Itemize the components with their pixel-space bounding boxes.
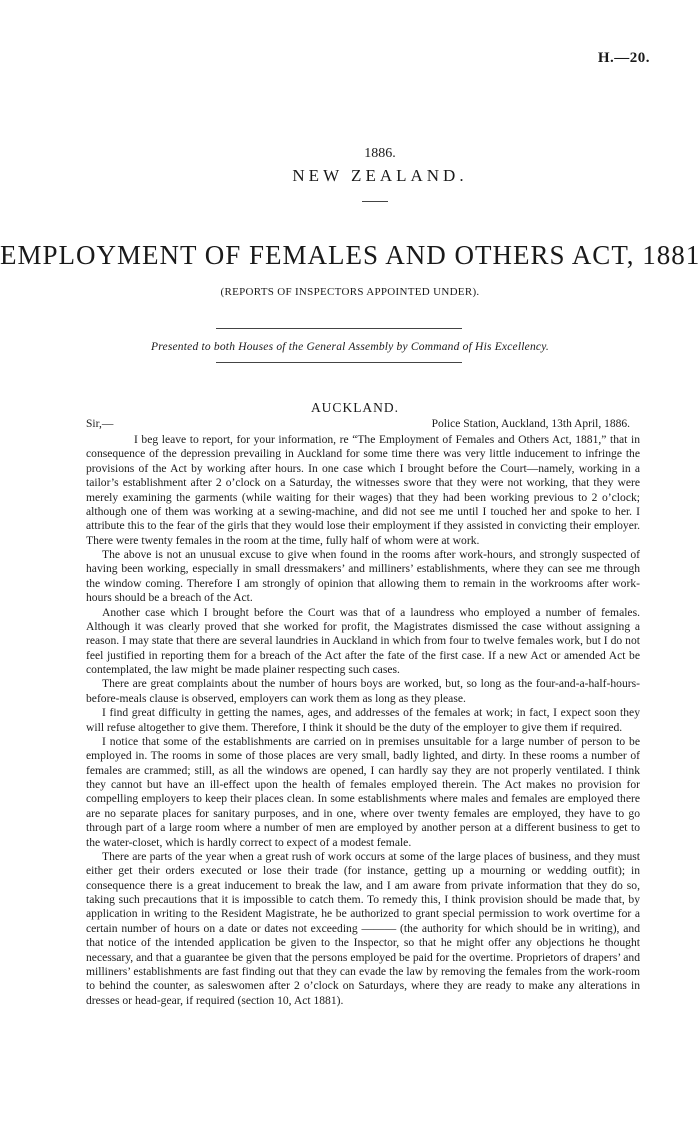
sender-address: Police Station, Auckland, 13th April, 1886. bbox=[431, 418, 630, 430]
paragraph: I find great difficulty in getting the names, ages, and addresses of the females at work; in fact, I expect soon they will refuse altogether to give them. Therefore, I think it should be the duty of the employer to give them if required. bbox=[86, 706, 640, 734]
presentation-note: Presented to both Houses of the General Assembly by Command of His Excellency. bbox=[151, 341, 549, 353]
letter-body bbox=[86, 433, 640, 1008]
salutation: Sir,— bbox=[86, 418, 114, 430]
section-heading: AUCKLAND. bbox=[310, 400, 400, 415]
year-heading: 1886. bbox=[364, 146, 396, 161]
divider bbox=[216, 362, 462, 363]
paragraph: The above is not an unusual excuse to give when found in the rooms after work-hours, and strongly suspected of having been working, especially in small dressmakers’ and milliners’ establishments, where they can see me through the window coming. Therefore I am strongly of opinion that allowing them to remain in the workrooms after work-hours should be a breach of the Act. bbox=[86, 548, 640, 605]
country-heading: NEW ZEALAND. bbox=[292, 166, 468, 185]
divider bbox=[216, 328, 462, 329]
paragraph: I beg leave to report, for your information, re “The Employment of Females and Others Act, 1881,” that in consequence of the depression prevailing in Auckland for some time there was very little inducement to infringe the provisions of the Act by working after hours. In one case which I brought before the Court—namely, working in a tailor’s establishment after 2 o’clock on a Saturday, the witnesses swore that they were not working, that they were merely examining the garments (while waiting for their wages) that they had been working previous to 2 o’clock; although one of them was working at a sewing-machine, and did not see me until I touched her and spoke to her. I attribute this to the fear of the girls that they would lose their employment if they assisted in convicting their employer. There were twenty females in the room at the time, fully half of whom were at work. bbox=[86, 433, 640, 547]
paragraph: Another case which I brought before the Court was that of a laundress who employed a number of females. Although it was clearly proved that she worked for profit, the Magistrates dismissed the case without assigning a reason. I may state that there are several laundries in Auckland in which from four to twelve females work, but I do not feel justified in reporting them for a breach of the Act after the fate of the first case. If a new Act or amended Act be contemplated, the law might be made plainer respecting such cases. bbox=[86, 605, 640, 676]
paragraph: There are parts of the year when a great rush of work occurs at some of the large places of business, and they must either get their orders executed or lose their trade (for instance, getting up a mourning or wedding outfit); in consequence there is a great inducement to break the law, and I am aware from private information that they do so, taking such precautions that it is impossible to catch them. To remedy this, I think provision should be made that, by application in writing to the Resident Magistrate, he be authorized to grant special permission to work overtime for a certain number of hours on a date or dates not exceeding ——— (the authority for which should be in writing), and that notice of the intended application be given to the Inspector, so that he might offer any objections he thought necessary, and that a guarantee be given that the persons employed be paid for the overtime. Proprietors of drapers’ and milliners’ establishments are fast finding out that they can evade the law by removing the females from the work-room to behind the counter, as saleswomen after 2 o’clock on Saturdays, where they are ready to make any alterations in dresses or head-gear, if required (section 10, Act 1881). bbox=[86, 849, 640, 1007]
paragraph: There are great complaints about the number of hours boys are worked, but, so long as the four-and-a-half-hours-before-meals clause is observed, employers can work them as long as they please. bbox=[86, 677, 640, 705]
paragraph: I notice that some of the establishments are carried on in premises unsuitable for a large number of person to be employed in. The rooms in some of those places are very small, badly lighted, and dirty. In these rooms a number of females are crammed; still, as all the windows are opened, I can hardly say they are not properly ventilated. I think they cannot but have an ill-effect upon the health of females employed therein. The Act makes no provision for compelling employers to keep their places clean. In some establishments where males and females are employed there are no separate places for sanitary purposes, and in one, where over twenty females are employed, they have to go through part of a large room where a number of men are employed by another person at a different business to get to the water-closet, which is hardly correct to expect of a modest female. bbox=[86, 734, 640, 849]
divider bbox=[362, 201, 388, 202]
page-number: H.—20. bbox=[597, 50, 650, 66]
document-subtitle: (REPORTS OF INSPECTORS APPOINTED UNDER). bbox=[220, 286, 480, 298]
document-title: EMPLOYMENT OF FEMALES AND OTHERS ACT, 1881 bbox=[0, 240, 700, 270]
